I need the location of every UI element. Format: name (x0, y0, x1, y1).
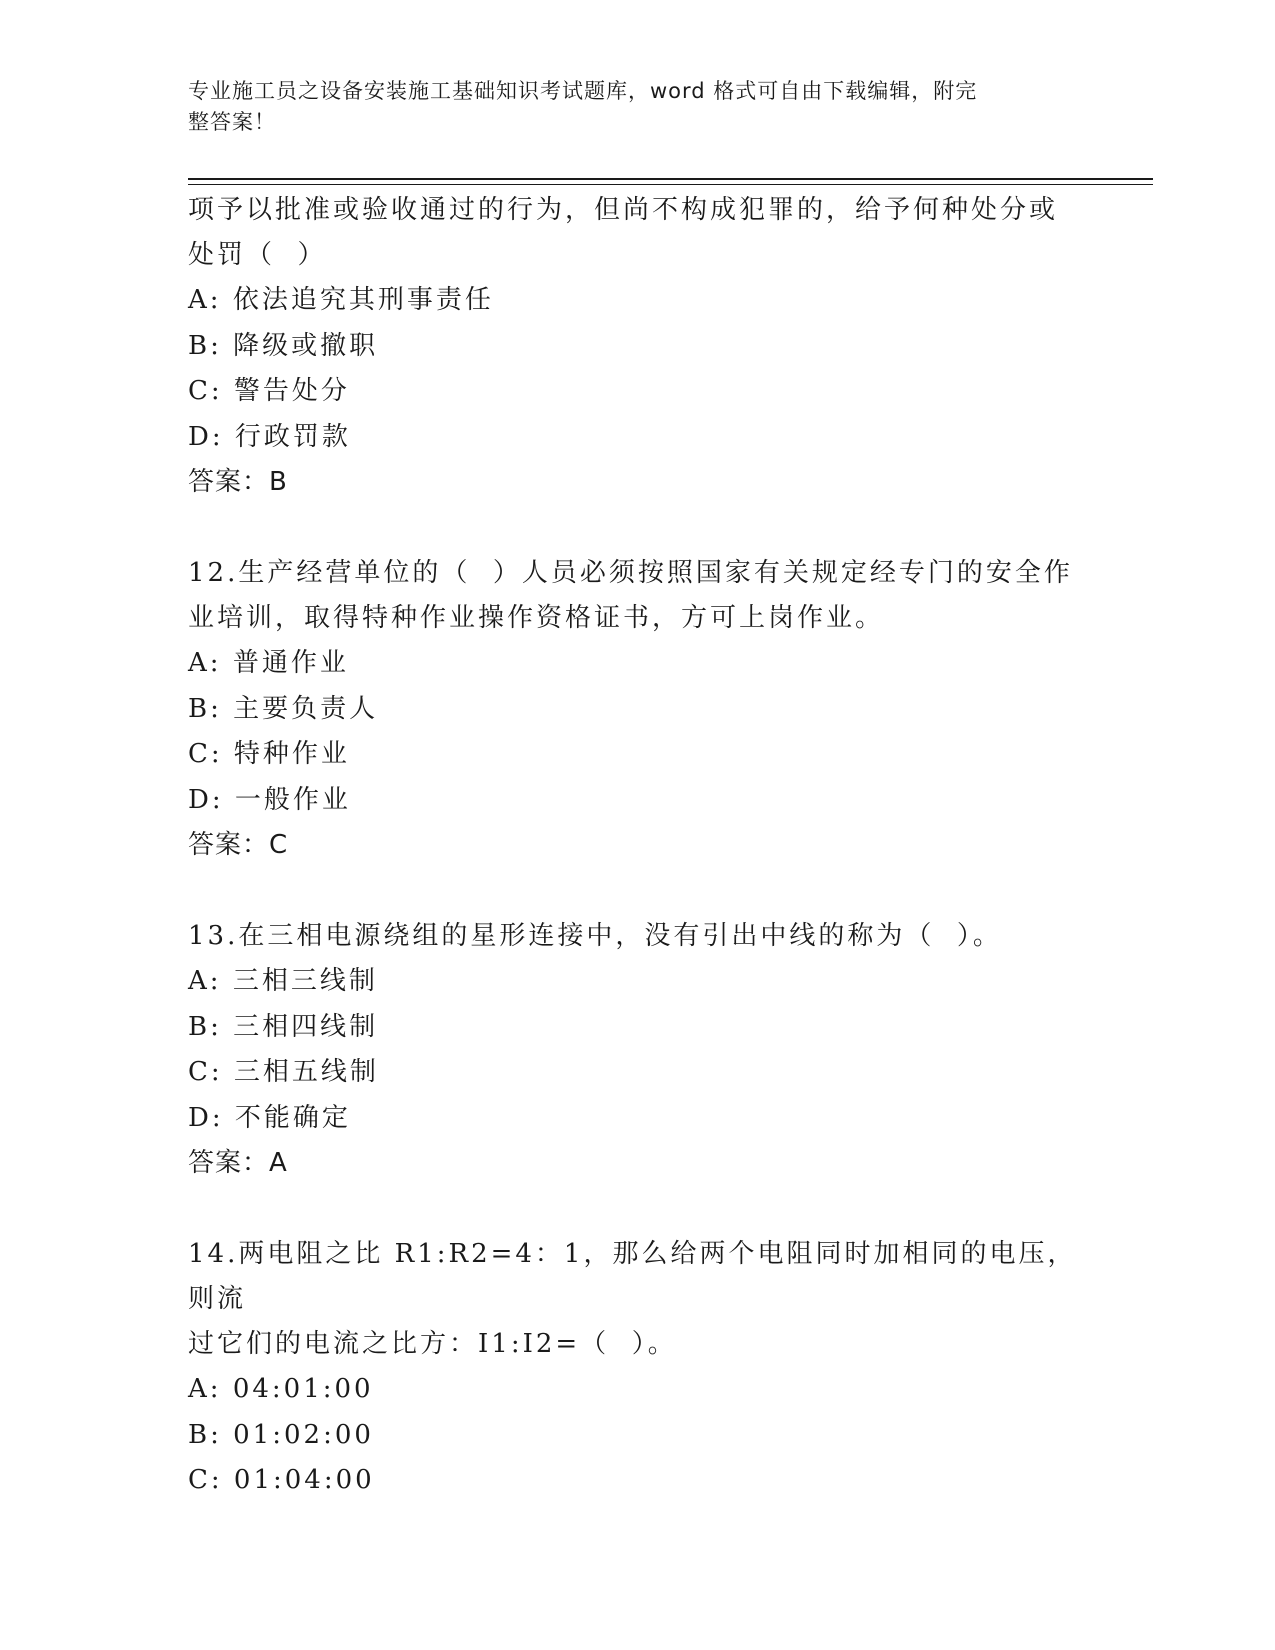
document-header (188, 76, 1068, 138)
option-label: D: (188, 421, 224, 452)
question-item (188, 551, 1088, 868)
question-stem-line: 14.两电阻之比 R1:R2=4：1，那么给两个电阻同时加相同的电压，则流 (188, 1239, 1077, 1314)
option-b (188, 687, 1088, 733)
option-label: C: (188, 376, 223, 406)
option-text: 三相三线制 (232, 966, 378, 996)
option-text: 行政罚款 (234, 421, 351, 452)
header-line-2: 整答案！ (188, 110, 276, 134)
option-label: B: (188, 693, 222, 724)
question-list (188, 188, 1088, 1504)
option-text: 不能确定 (234, 1102, 351, 1133)
question-stem-line: 12.生产经营单位的（ ）人员必须按照国家有关规定经专门的安全作 (188, 558, 1073, 588)
option-b (188, 324, 1088, 370)
option-text: 降级或撤职 (233, 330, 379, 361)
option-a (188, 278, 1088, 324)
question-stem-line: 13.在三相电源绕组的星形连接中，没有引出中线的称为（ ）。 (188, 921, 1002, 951)
answer-line: 答案：B (188, 467, 288, 497)
option-label: C: (188, 1057, 223, 1087)
option-label: A: (188, 1374, 222, 1404)
header-line-1: 专业施工员之设备安装施工基础知识考试题库，word 格式可自由下载编辑，附完 (188, 79, 978, 103)
option-text: 01:04:00 (233, 1465, 375, 1495)
option-label: A: (188, 648, 222, 678)
option-label: C: (188, 1465, 223, 1495)
question-stem-line: 处罚（ ） (188, 240, 327, 270)
option-a (188, 959, 1088, 1005)
option-c (188, 1458, 1088, 1504)
question-stem-line: 业培训，取得特种作业操作资格证书，方可上岗作业。 (188, 603, 885, 633)
option-text: 三相五线制 (233, 1057, 379, 1087)
option-a (188, 1367, 1088, 1413)
option-b (188, 1005, 1088, 1051)
header-rule-thick (188, 178, 1153, 180)
question-item (188, 188, 1088, 505)
option-text: 04:01:00 (232, 1374, 374, 1404)
option-text: 普通作业 (232, 648, 349, 678)
option-c (188, 1050, 1088, 1096)
option-label: B: (188, 1011, 222, 1042)
option-c (188, 369, 1088, 415)
answer-line: 答案：C (188, 830, 289, 860)
header-rule-thin (188, 184, 1153, 185)
option-label: A: (188, 966, 222, 996)
question-item (188, 914, 1088, 1186)
option-text: 依法追究其刑事责任 (232, 285, 494, 315)
option-label: B: (188, 1419, 222, 1450)
option-label: D: (188, 784, 224, 815)
option-label: C: (188, 739, 223, 769)
question-stem-line: 项予以批准或验收通过的行为，但尚不构成犯罪的，给予何种处分或 (188, 195, 1059, 225)
option-text: 01:02:00 (233, 1419, 374, 1450)
option-b (188, 1413, 1088, 1459)
question-spacer (188, 505, 1088, 551)
option-text: 特种作业 (233, 739, 350, 769)
option-text: 一般作业 (234, 784, 351, 815)
question-spacer (188, 868, 1088, 914)
option-text: 警告处分 (233, 376, 350, 406)
option-label: A: (188, 285, 222, 315)
question-stem-line: 过它们的电流之比方：I1:I2=（ ）。 (188, 1329, 677, 1359)
answer-line: 答案：A (188, 1148, 288, 1178)
option-a (188, 641, 1088, 687)
option-label: D: (188, 1102, 224, 1133)
question-spacer (188, 1186, 1088, 1232)
option-c (188, 732, 1088, 778)
option-text: 主要负责人 (233, 693, 379, 724)
option-d (188, 1096, 1088, 1142)
question-item (188, 1232, 1088, 1504)
option-text: 三相四线制 (233, 1011, 379, 1042)
option-label: B: (188, 330, 222, 361)
option-d (188, 415, 1088, 461)
option-d (188, 778, 1088, 824)
